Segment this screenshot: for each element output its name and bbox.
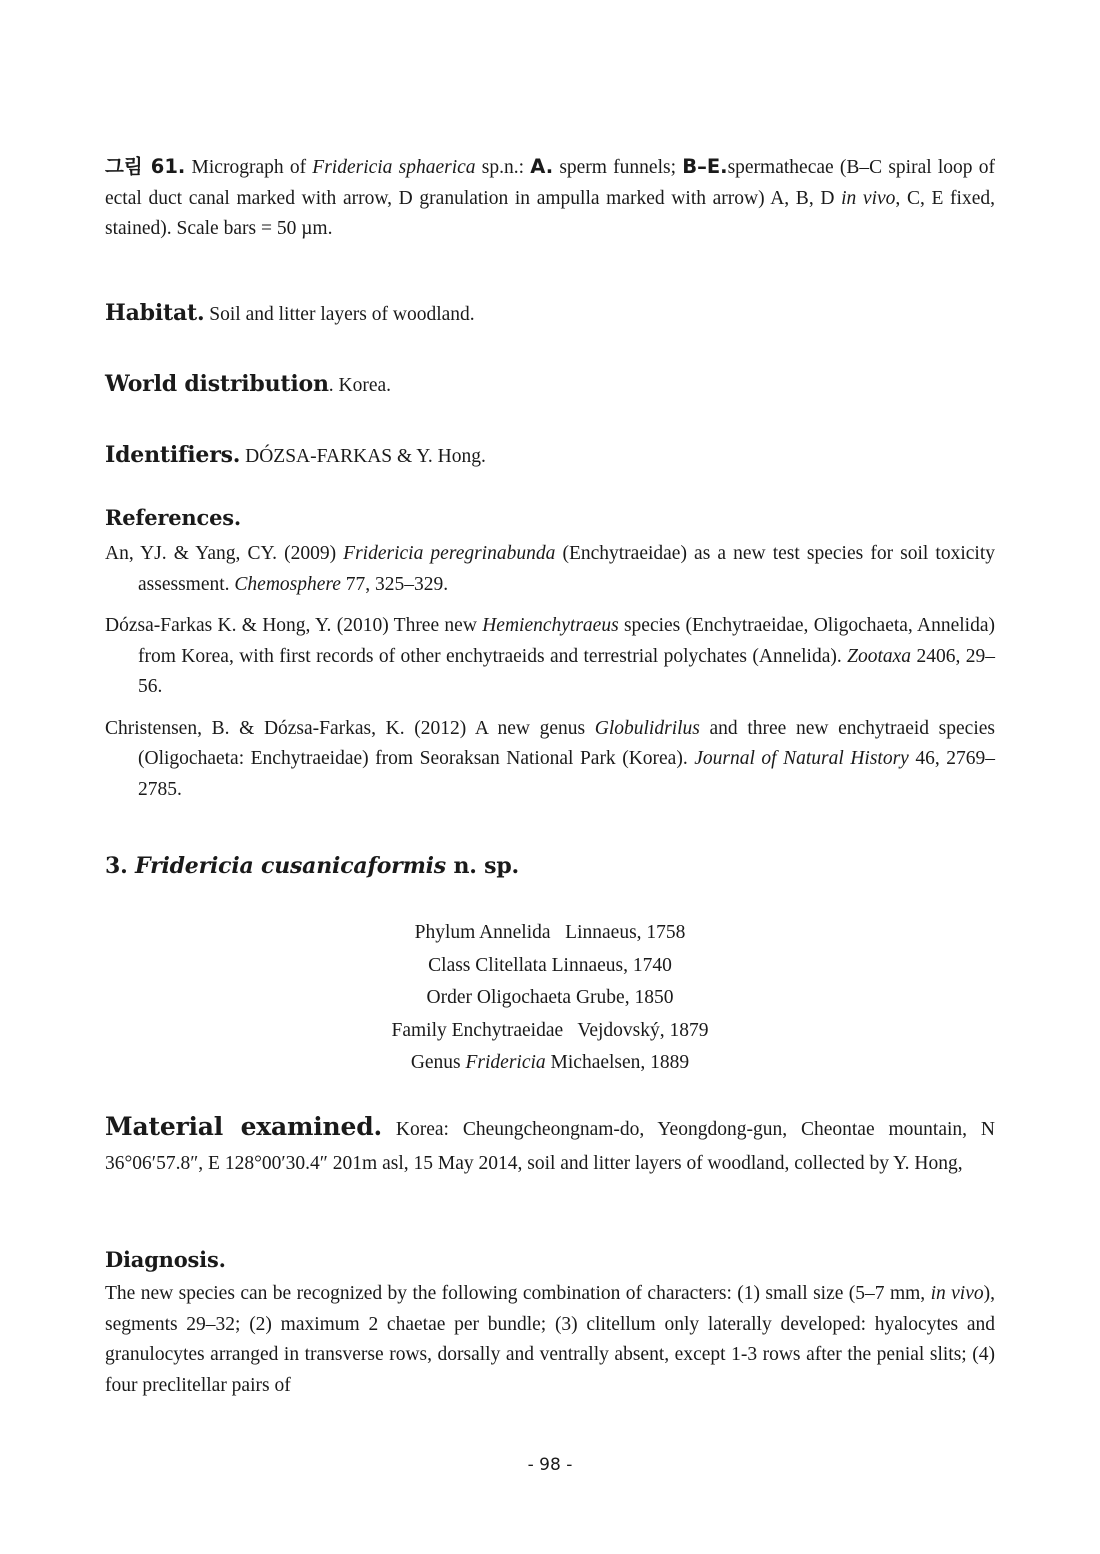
page-number: - 98 - <box>527 1455 573 1475</box>
diagnosis-heading: Diagnosis. <box>105 1247 226 1272</box>
taxonomy-order: Order Oligochaeta Grube, 1850 <box>426 987 674 1008</box>
figure-caption: 그림 61. Micrograph of Fridericia sphaerica sp.n.: A. sperm funnels; B–E.spermathecae (B–C spiral loop of ectal duct canal marked with arrow, D granulation in ampulla marked with arrow) A, B, D in vivo, C, E fixed, stained). Scale bars = 50 µm. <box>105 155 995 239</box>
figure-label: 그림 61. <box>105 155 186 178</box>
species-heading: 3. Fridericia cusanicaformis n. sp. <box>105 853 520 879</box>
taxonomy-genus: Genus Fridericia Michaelsen, 1889 <box>410 1052 690 1073</box>
species-name: Fridericia cusanicaformis <box>135 853 446 879</box>
taxonomy-phylum: Phylum Annelida Linnaeus, 1758 <box>414 922 686 943</box>
taxonomy-class: Class Clitellata Linnaeus, 1740 <box>428 954 672 976</box>
habitat-section: Habitat. Soil and litter layers of woodland. <box>105 300 475 326</box>
world-distribution-section: World distribution. Korea. <box>105 371 392 397</box>
diagnosis-text: The new species can be recognized by the following combination of characters: (1) small size (5–7 mm, in vivo), segments 29–32; (2) maximum 2 chaetae per bundle; (3) clitellum only laterally developed: hyalocytes and granulocytes arranged in transverse rows, dorsally and ventrally absent, except 1-3 rows after the penial slits; (4) four preclitellar pairs of <box>105 1283 995 1396</box>
references-list <box>105 539 995 805</box>
reference-item: Christensen, B. & Dózsa-Farkas, K. (2012) A new genus Globulidrilus and three new enchytraeid species (Oligochaeta: Enchytraeidae) from Seoraksan National Park (Korea). Journal of Natural History 46, 2769–2785. <box>105 717 996 800</box>
reference-item: An, YJ. & Yang, CY. (2009) Fridericia peregrinabunda (Enchytraeidae) as a new test species for soil toxicity assessment. Chemosphere 77, 325–329. <box>105 543 996 595</box>
world-distribution-label: World distribution <box>105 371 329 397</box>
material-examined-label: Material examined. <box>105 1112 383 1141</box>
taxonomy-family: Family Enchytraeidae Vejdovský, 1879 <box>391 1019 709 1041</box>
references-heading: References. <box>105 505 241 530</box>
material-examined-section: Material examined. Korea: Cheungcheongnam-do, Yeongdong-gun, Cheontae mountain, N 36°06′57.8″, E 128°00′30.4″ 201m asl, 15 May 2014, soil and litter layers of woodland, collected by Y. Hong, <box>105 1112 995 1174</box>
taxonomy-block <box>0 917 1100 1080</box>
reference-item: Dózsa-Farkas K. & Hong, Y. (2010) Three new Hemienchytraeus species (Enchytraeidae, Oligochaeta, Annelida) from Korea, with first records of other enchytraeids and terrestrial polychates (Annelida). Zootaxa 2406, 29–56. <box>105 615 995 697</box>
identifiers-label: Identifiers. <box>105 442 241 468</box>
identifiers-section: Identifiers. DÓZSA-FARKAS & Y. Hong. <box>105 442 486 468</box>
habitat-label: Habitat. <box>105 300 205 326</box>
